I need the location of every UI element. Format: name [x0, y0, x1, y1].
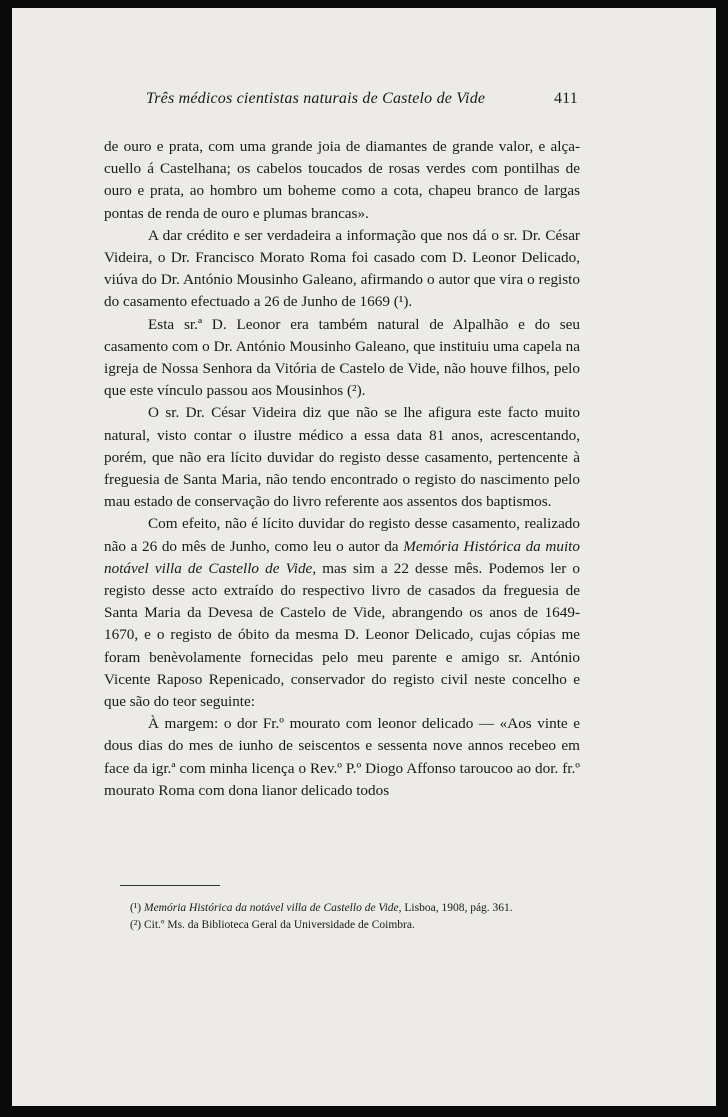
paragraph: O sr. Dr. César Videira diz que não se lhe afigura este facto muito natural, visto contar o ilustre médico a essa data 81 anos, acrescentando, porém, que não era lícito duvidar do registo desse casamento, pertencente à freguesia de Santa Maria, não tendo encontrado o registo do nascimento pelo mau estado de conservação do livro referente aos assentos dos baptismos.: [104, 404, 580, 511]
paragraph-text: Com efeito, não é lícito duvidar do registo desse casamento, realizado não a 26 do mês de Junho, como leu o autor da: [104, 515, 580, 555]
footnotes: [104, 900, 580, 934]
running-head: [146, 90, 578, 108]
footnote-divider: [120, 885, 220, 886]
paragraph: A dar crédito e ser verdadeira a informação que nos dá o sr. Dr. César Videira, o Dr. Francisco Morato Roma foi casado com D. Leonor Delicado, viúva do Dr. António Mousinho Galeano, afirmando o autor que vira o registo do casamento efectuado a 26 de Junho de 1669 (¹).: [104, 226, 580, 311]
footnote-text: Cit.º Ms. da Biblioteca Geral da Universidade de Coimbra.: [143, 919, 415, 931]
book-page: [12, 8, 716, 1106]
paragraph: de ouro e prata, com uma grande joia de diamantes de grande valor, e alça-cuello á Castelhana; os cabelos toucados de rosas verdes com pontilhas de ouro e prata, ao hombro um boheme como a cota, chapeu branco de largas pontas de renda de ouro e plumas brancas».: [104, 138, 580, 222]
footnote: [104, 900, 580, 917]
footnote-text: , Lisboa, 1908, pág. 361.: [398, 902, 513, 914]
paragraph: À margem: o dor Fr.º mourato com leonor delicado — «Aos vinte e dous dias do mes de iunho de seiscentos e sessenta nove annos recebeo em face da igr.ª com minha licença o Rev.º P.º Diogo Affonso taroucoo ao dor. fr.º mourato Roma com dona lianor delicado todos: [104, 715, 580, 799]
paragraph-text: , mas sim a 22 desse mês. Podemos ler o registo desse acto extraído do respectivo livro de casados da freguesia de Santa Maria da Devesa de Castelo de Vide, abrangendo os anos de 1649-1670, e o registo de óbito da mesma D. Leonor Delicado, cujas cópias me foram benèvolamente fornecidas pelo meu parente e amigo sr. António Vicente Raposo Repenicado, conservador do registo civil neste concelho e que são do teor seguinte:: [104, 559, 580, 711]
paragraph: [104, 513, 580, 713]
footnote: [104, 917, 580, 934]
book-title: Memória Histórica da muito notável villa de Castello de Vide: [104, 537, 580, 577]
footnote-marker: (¹): [130, 902, 142, 914]
page-number: 411: [553, 90, 578, 107]
paragraph: Esta sr.ª D. Leonor era também natural de Alpalhão e do seu casamento com o Dr. António Mousinho Galeano, que instituiu uma capela na igreja de Nossa Senhora da Vitória de Castelo de Vide, não houve filhos, pelo que este vínculo passou aos Mousinhos (²).: [104, 315, 580, 400]
footnote-marker: (²): [130, 919, 142, 931]
footnote-title: Memória Histórica da notável villa de Castello de Vide: [143, 902, 399, 914]
running-head-title: Três médicos cientistas naturais de Castelo de Vide: [146, 90, 486, 107]
body-text: [104, 136, 580, 802]
